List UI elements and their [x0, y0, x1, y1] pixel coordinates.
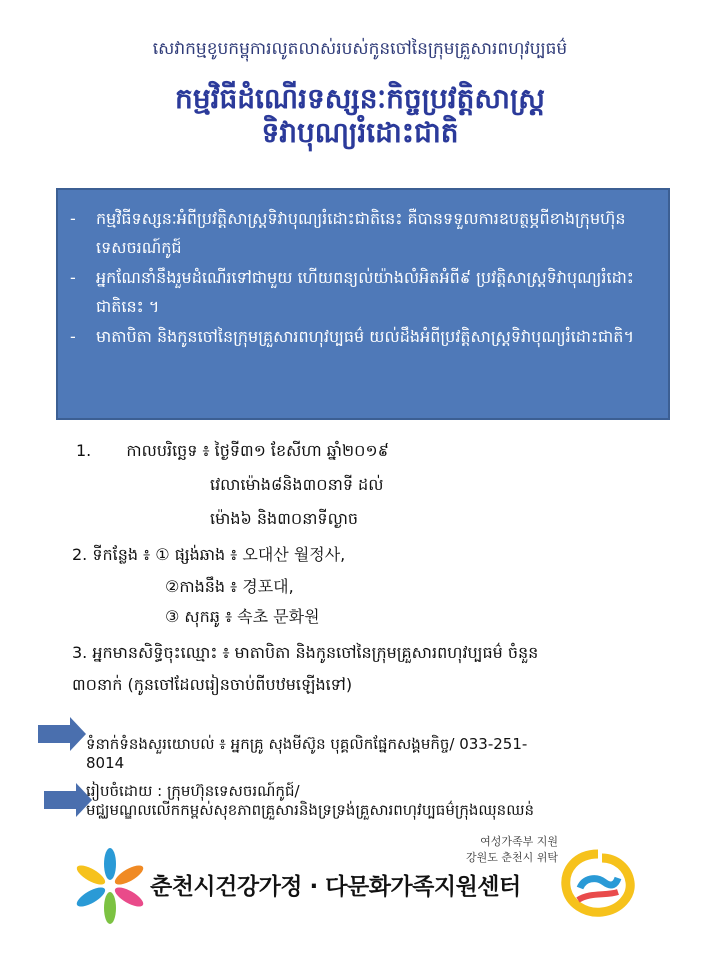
- sponsor-text: [418, 834, 558, 866]
- title-line-2: ទិវាបុណ្យរំដោះជាតិ: [261, 116, 459, 149]
- ministry-logo-icon: [558, 848, 638, 918]
- summary-box: [56, 188, 670, 420]
- prepared-by: [86, 782, 706, 820]
- subtitle: សេវាកម្មខូបកម្ពុការលូតលាស់របស់កូនចៅនៃក្រុមគ្រួសារពហុវប្បធម៌: [152, 39, 568, 59]
- location-2: ②កាងនឹង ៖ 경포대,: [165, 577, 294, 596]
- dash-icon: -: [70, 209, 76, 228]
- sponsor-line-2: 강원도 춘천시 위탁: [465, 851, 558, 864]
- prepared-line-1: រៀបចំដោយ : ក្រុមហ៊ុនទេសចរណ៍កូជ៍/: [86, 782, 300, 800]
- bullet-item: [70, 322, 652, 351]
- bullet-item: [70, 263, 652, 321]
- arrow-right-icon: [38, 725, 72, 743]
- time-end: ម៉ោង៦ និង៣០នាទីល្ងាច: [210, 509, 359, 528]
- location-row: 2. ទីកន្លែង ៖ ① ផ្សង់ឆាង ៖ 오대산 월정사,: [72, 545, 346, 564]
- bullet-item: [70, 204, 652, 262]
- sponsor-line-1: 여성가족부 지원: [480, 835, 558, 848]
- contact-line-1: ទំនាក់ទំនងសួរយោបល់ ៖ អ្នកគ្រូ សុងមីស៊ូន បុគ្គលិកផ្នែកសង្គមកិច្ច/ 033-251-: [86, 735, 528, 753]
- contact-info: [86, 735, 676, 773]
- center-logo-icon: [70, 846, 150, 926]
- date-label: កាលបរិច្ឆេទ ៖ ថ្ងៃទី៣១ ខែសីហា ឆ្នាំ២០១៩: [126, 441, 389, 460]
- item-number: 1.: [76, 441, 92, 460]
- eligibility-line-2: ៣០នាក់ (កូនចៅដែលរៀនចាប់ពីបឋមឡើងទៅ): [72, 675, 353, 694]
- arrow-right-icon: [44, 791, 78, 809]
- time-start: វេលាម៉ោង៨និង៣០នាទី ដល់: [210, 475, 384, 494]
- eligibility-line-1: 3. អ្នកមានសិទ្ធិចុះឈ្មោះ ៖ មាតាបិតា និងកូនចៅនៃក្រុមគ្រួសារពហុវប្បធម៌ ចំនួន: [72, 643, 539, 662]
- bullet-text: កម្មវិធីទស្សនៈអំពីប្រវត្តិសាស្ត្រទិវាបុណ្យរំដោះជាតិនេះ គឺបានទទួលការឧបត្ថម្ភពីខាងក្រុមហ៊ុនទេសចរណ៍កូជ៍: [96, 209, 626, 257]
- contact-line-2: 8014: [86, 754, 125, 772]
- bullet-text: អ្នកណែនាំនឹងរួមដំណើរទៅជាមួយ ហើយពន្យល់យ៉ាងលំអិតអំពី៩ ប្រវត្តិសាស្ត្រទិវាបុណ្យរំដោះជាតិនេះ ។: [96, 268, 634, 316]
- title-line-1: កម្មវិធីដំណើរទស្សនៈកិច្ចប្រវត្តិសាស្ត្រ: [175, 82, 545, 115]
- location-3: ③ សុកឆូ ៖ 속초 문화원: [165, 607, 320, 626]
- date-row: [76, 440, 676, 462]
- bullet-text: មាតាបិតា និងកូនចៅនៃក្រុមគ្រួសារពហុវប្បធម៌ យល់ដឹងអំពីប្រវត្តិសាស្ត្រទិវាបុណ្យរំដោះជាតិ។: [96, 327, 634, 346]
- prepared-line-2: មជ្ឈមណ្ឌលលើកកម្ពស់សុខភាពគ្រួសារនិងទ្រទ្រង់គ្រួសារពហុវប្បធម៌ក្រុងឈុនឈន់: [86, 801, 535, 819]
- org-name: 춘천시건강가정 · 다문화가족지원센터: [150, 874, 521, 900]
- dash-icon: -: [70, 327, 76, 346]
- dash-icon: -: [70, 268, 76, 287]
- page-title: [0, 82, 720, 150]
